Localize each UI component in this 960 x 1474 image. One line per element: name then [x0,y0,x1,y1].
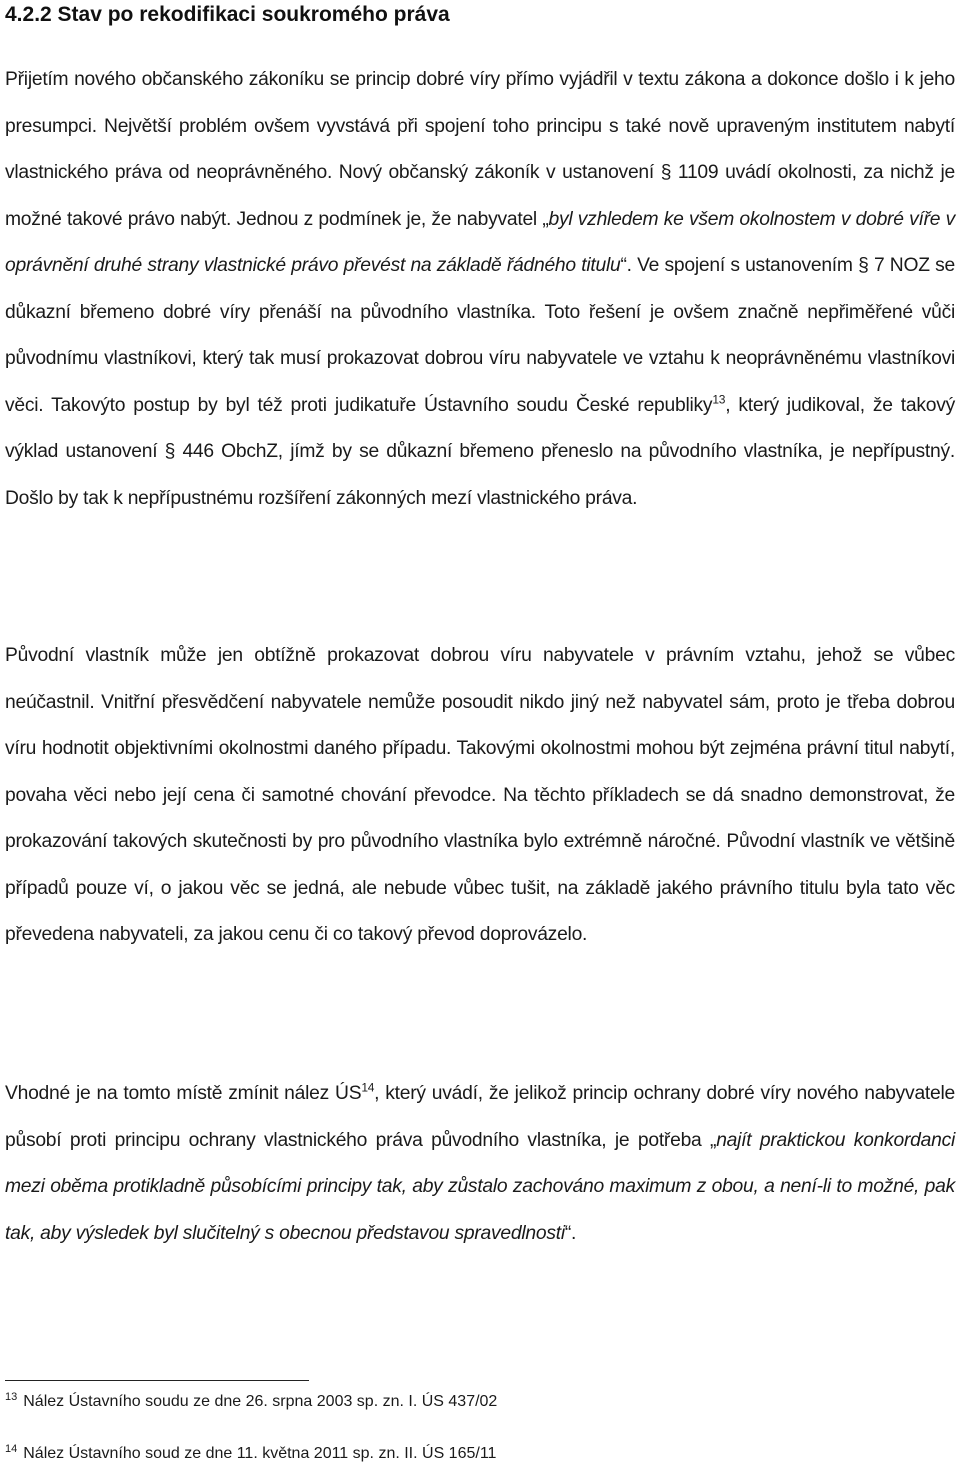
italic-quote: najít praktickou konkordanci mezi oběma protikladně působícími principy tak, aby zůstalo zachováno maximum z obou, a není-li to možné, pak tak, aby výsledek byl slučitelný s obecnou představou spravedlnosti [5,1129,955,1244]
footnote-number: 14 [5,1442,18,1455]
section-heading: 4.2.2 Stav po rekodifikaci soukromého práva [5,3,450,26]
text-run: , který judikoval, že takový výklad ustanovení § 446 ObchZ, jímž by se důkazní břemeno přeneslo na původního vlastníka, je nepřípustný. Došlo by tak k nepřípustnému rozšíření zákonných mezí vlastnického práva. [5,394,955,509]
footnote-number: 13 [5,1390,18,1403]
footnote-reference: 13 [712,392,726,407]
footnote-reference: 14 [361,1080,375,1095]
text-run: “. Ve spojení s ustanovením § 7 NOZ se důkazní břemeno dobré víry přenáší na původního vlastníka. Toto řešení je ovšem značně nepřiměřené vůči původnímu vlastníkovi, který tak musí prokazovat dobrou víru nabyvatele ve vztahu k neoprávněnému vlastníkovi věci. Takovýto postup by byl též proti judikatuře Ústavního soudu České republiky [5,255,955,416]
footnote-14 [5,1444,496,1464]
text-run: Původní vlastník může jen obtížně prokazovat dobrou víru nabyvatele v právním vztahu, jehož se vůbec neúčastnil. Vnitřní přesvědčení nabyvatele nemůže posoudit nikdo jiný než nabyvatel sám, proto je třeba dobrou víru hodnotit objektivními okolnostmi daného případu. Takovými okolnostmi mohou být zejména právní titul nabytí, povaha věci nebo její cena či samotné chování převodce. Na těchto příkladech se dá snadno demonstrovat, že prokazování takových skutečnosti by pro původního vlastníka bylo extrémně náročné. Původní vlastník ve většině případů pouze ví, o jakou věc se jedná, ale nebude vůbec tušit, na základě jakého právního titulu byla tato věc převedena nabyvateli, za jakou cenu či co takový převod doprovázelo. [5,645,955,945]
footnote-separator [5,1380,309,1381]
text-run: Přijetím nového občanského zákoníku se princip dobré víry přímo vyjádřil v textu zákona a dokonce došlo i k jeho presumpci. Největší problém ovšem vyvstává při spojení toho principu s také nově upraveným institutem nabytí vlastnického práva od neoprávněného. Nový občanský zákoník v ustanovení § 1109 uvádí okolnosti, za nichž je možné takové právo nabýt. Jednou z podmínek je, že nabyvatel „ [5,69,955,230]
text-run: , který uvádí, že jelikož princip ochrany dobré víry nového nabyvatele působí proti principu ochrany vlastnického práva původního vlastníka, je potřeba „ [5,1083,956,1151]
italic-quote: byl vzhledem ke všem okolnostem v dobré víře v oprávnění druhé strany vlastnické právo převést na základě řádného titulu [5,208,955,276]
text-run: Vhodné je na tomto místě zmínit nález ÚS [5,1083,362,1104]
paragraph-3 [5,1071,955,1257]
text-run: “. [564,1222,577,1244]
footnote-text: Nález Ústavního soudu ze dne 26. srpna 2003 sp. zn. I. ÚS 437/02 [23,1393,498,1410]
paragraph-2 [5,633,955,959]
footnote-text: Nález Ústavního soud ze dne 11. května 2011 sp. zn. II. ÚS 165/11 [23,1445,497,1462]
footnote-13 [5,1392,497,1412]
paragraph-1 [5,57,955,522]
